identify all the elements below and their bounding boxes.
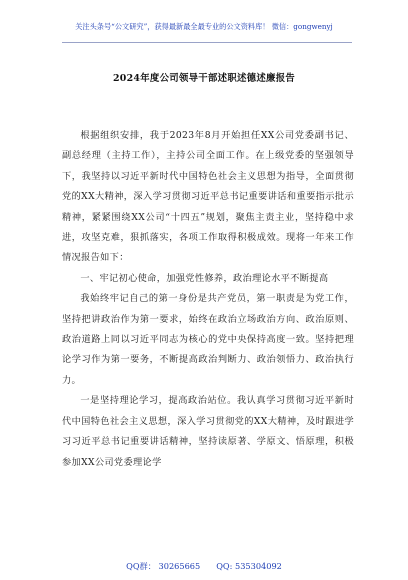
footer-qq-group: QQ群： 30265665 [126,561,201,571]
document-title: 2024年度公司领导干部述职述德述廉报告 [112,73,296,84]
section-heading: 一、牢记初心使命，加强党性修养，政治理论水平不断提高 [80,272,329,284]
body-paragraph: 我始终牢记自己的第一身份是共产党员，第一职责是为党工作，坚持把讲政治作为第一要求，始终在政治立场政治方向、政治原则、政治道路上同以习近平同志为核心的党中央保持高度一致。坚持把理论学习作为第一要务，不断提高政治判断力、政治领悟力、政治执行力。 [62,293,354,386]
header-divider [62,42,352,43]
header-note: 关注头条号“公文研究”，获得最新最全最专业的公文资料库！ 微信：gongwenyj [75,22,333,31]
footer-contact [0,561,408,572]
footer-qq: QQ: 535304092 [216,561,282,571]
intro-paragraph: 根据组织安排，我于2023年8月开始担任XX公司党委副书记、副总经理（主持工作），主持公司全面工作。在上级党委的坚强领导下，我坚持以习近平新时代中国特色社会主义思想为指导，全面贯彻党的XX大精神，深入学习贯彻习近平总书记重要讲话和重要指示批示精神，紧紧围绕XX公司“十四五”规划，聚焦主责主业，坚持稳中求进，攻坚克难，狠抓落实，各项工作取得积极成效。现将一年来工作情况报告如下： [62,130,354,264]
document-body [62,126,354,473]
body-paragraph: 一是坚持理论学习，提高政治站位。我认真学习贯彻习近平新时代中国特色社会主义思想，深入学习贯彻党的XX大精神，及时跟进学习习近平总书记重要讲话精神，坚持读原著、学原文、悟原理，积极参加XX公司党委理论学 [62,395,354,468]
